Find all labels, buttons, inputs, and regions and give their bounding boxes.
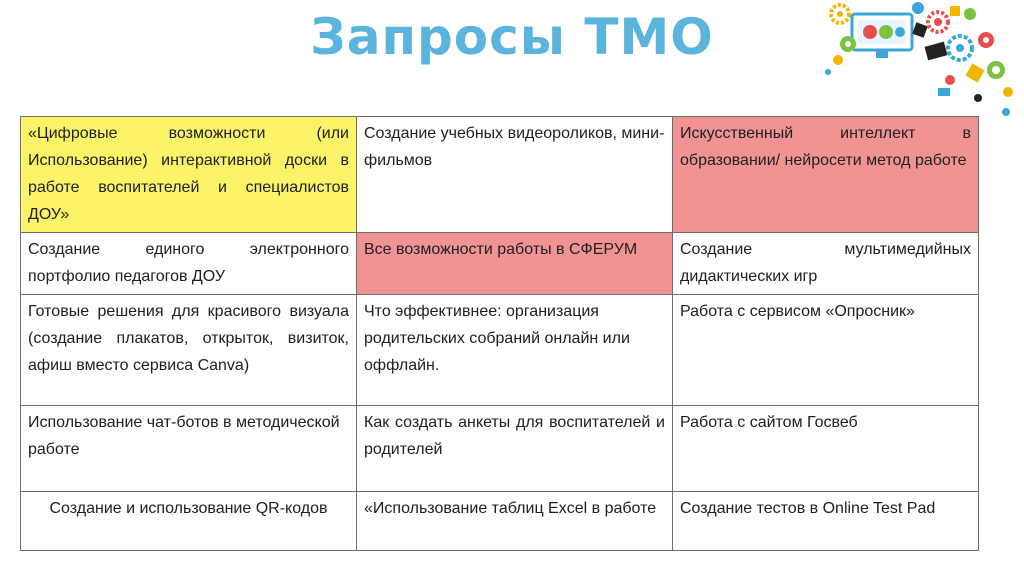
table-row [21, 117, 979, 233]
table-cell: Готовые решения для красивого визуала (создание плакатов, открыток, визиток, афиш вместо сервиса Canva) [21, 295, 357, 406]
table-cell: Работа с сайтом Госвеб [673, 406, 979, 492]
table-row [21, 406, 979, 492]
table-row [21, 233, 979, 295]
technology-icons-cluster [818, 0, 1024, 118]
table-cell: «Цифровые возможности (или Использование) интерактивной доски в работе воспитателей и специалистов ДОУ» [21, 117, 357, 233]
table-cell: Как создать анкеты для воспитателей и родителей [357, 406, 673, 492]
table-cell: Создание тестов в Online Test Pad [673, 492, 979, 551]
page-title: Запросы ТМО [310, 8, 714, 66]
table-cell: Создание и использование QR-кодов [21, 492, 357, 551]
table-cell: Что эффективнее: организация родительских собраний онлайн или оффлайн. [357, 295, 673, 406]
table-row [21, 295, 979, 406]
table-row [21, 492, 979, 551]
table-cell: Создание единого электронного портфолио педагогов ДОУ [21, 233, 357, 295]
table-cell: Создание учебных видеороликов, мини-фильмов [357, 117, 673, 233]
table-cell: Искусственный интеллект в образовании/ нейросети метод работе [673, 117, 979, 233]
requests-table [20, 116, 979, 551]
table-cell: «Использование таблиц Excel в работе [357, 492, 673, 551]
table-cell: Создание мультимедийных дидактических игр [673, 233, 979, 295]
table-cell: Использование чат-ботов в методической работе [21, 406, 357, 492]
table-cell: Работа с сервисом «Опросник» [673, 295, 979, 406]
table-cell: Все возможности работы в СФЕРУМ [357, 233, 673, 295]
